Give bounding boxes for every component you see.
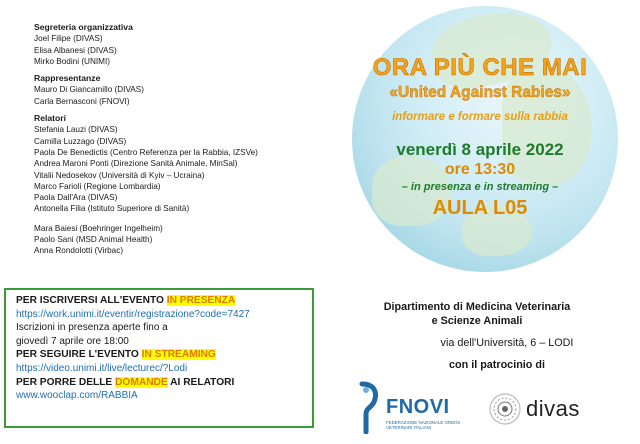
- relatori-name: Stefania Lauzi (DIVAS): [34, 125, 118, 135]
- domande-heading-suffix: AI RELATORI: [170, 376, 235, 388]
- fnovi-logo-icon: [358, 380, 380, 434]
- sponsor-logos: [358, 380, 618, 438]
- segreteria-name: Joel Filipe (DIVAS): [34, 34, 103, 44]
- relatori-name: Anna Rondolotti (Virbac): [34, 246, 124, 256]
- event-title: ORA PIÙ CHE MAI: [372, 54, 588, 81]
- department-name: Dipartimento di Medicina Veterinaria: [383, 301, 571, 313]
- relatori-name: Marco Farioli (Regione Lombardia): [34, 181, 161, 191]
- relatori-name: Paola Dall'Ara (DIVAS): [34, 193, 118, 203]
- presenza-highlight: IN PRESENZA: [166, 295, 236, 306]
- event-time: ore 13:30: [444, 161, 516, 178]
- segreteria-title: Segreteria organizzativa: [34, 22, 133, 32]
- relatori-title: Relatori: [34, 113, 66, 124]
- relatori-name: Paola De Benedictis (Centro Referenza per la Rabbia, IZSVe): [34, 147, 258, 157]
- presenza-heading: [16, 294, 302, 308]
- relatori-name: Mara Baiesi (Boehringer Ingelheim): [34, 223, 163, 233]
- domande-heading-prefix: PER PORRE DELLE: [16, 376, 113, 388]
- relatori-name: Antonella Filia (Istituto Superiore di Sanità): [34, 204, 190, 214]
- department-block: [335, 300, 635, 372]
- streaming-heading-text: PER SEGUIRE L'EVENTO: [16, 349, 139, 361]
- event-date: venerdì 8 aprile 2022: [396, 140, 564, 159]
- fnovi-logo-text: FNOVI: [386, 396, 450, 418]
- presenza-note: Iscrizioni in presenza aperte fino a: [16, 322, 168, 334]
- segreteria-name: Mirko Bodini (UNIMI): [34, 56, 110, 66]
- relatori-name: Paolo Sani (MSD Animal Health): [34, 235, 153, 245]
- rappresentanze-name: Mauro Di Giancamillo (DIVAS): [34, 85, 144, 95]
- rappresentanze-title: Rappresentanze: [34, 73, 101, 84]
- domande-highlight: DOMANDE: [115, 376, 168, 388]
- department-name-cont: e Scienze Animali: [431, 315, 523, 327]
- rappresentanze-name: Carla Bernasconi (FNOVI): [34, 96, 130, 106]
- relatori-name: Vitalii Nedosekov (Università di Kyiv – Ucraina): [34, 170, 205, 180]
- streaming-heading: [16, 348, 302, 362]
- event-title-block: [320, 54, 640, 220]
- department-address: via dell'Università, 6 – LODI: [440, 337, 574, 349]
- divas-logo-text: divas: [526, 396, 580, 421]
- presenza-deadline: giovedì 7 aprile ore 18:00: [16, 335, 129, 347]
- streaming-link[interactable]: https://video.unimi.it/live/lecturec/?Lodi: [16, 362, 188, 374]
- fnovi-logo-subtext: FEDERAZIONE NAZIONALE ORDINI VETERINARI ITALIANI: [386, 420, 460, 430]
- event-room: AULA L05: [432, 197, 528, 219]
- patronage-label: con il patrocinio di: [449, 359, 545, 371]
- presenza-registration-link[interactable]: https://work.unimi.it/eventir/registrazione?code=7427: [16, 308, 250, 320]
- event-tagline: informare e formare sulla rabbia: [392, 111, 568, 123]
- wooclap-link[interactable]: www.wooclap.com/RABBIA: [16, 390, 138, 402]
- segreteria-name: Elisa Albanesi (DIVAS): [34, 45, 117, 55]
- presenza-heading-text: PER ISCRIVERSI ALL'EVENTO: [16, 295, 164, 306]
- credits-panel: [34, 22, 334, 257]
- domande-heading: [16, 376, 302, 390]
- event-subtitle: «United Against Rabies»: [389, 84, 571, 101]
- registration-box: [4, 288, 314, 428]
- relatori-name: Camilla Luzzago (DIVAS): [34, 136, 127, 146]
- divas-logo-icon: [488, 392, 522, 426]
- streaming-highlight: IN STREAMING: [141, 349, 216, 361]
- event-mode: – in presenza e in streaming –: [401, 181, 559, 193]
- relatori-name: Andrea Maroni Ponti (Direzione Sanità Animale, MinSal): [34, 159, 238, 169]
